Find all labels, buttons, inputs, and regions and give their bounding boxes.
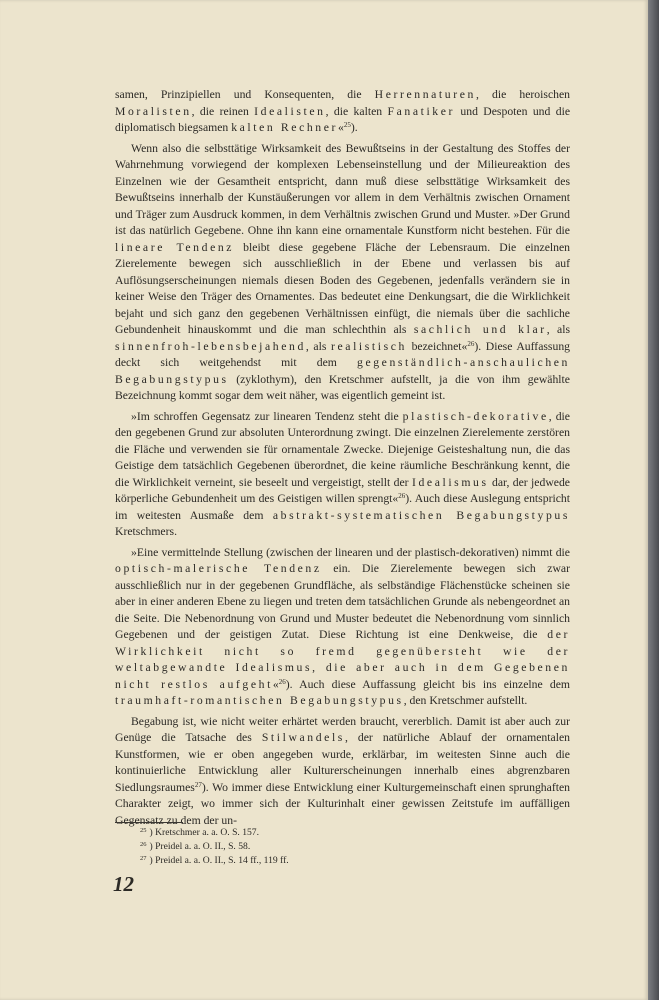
text-run: Wenn also die selbsttätige Wirksamkeit des Bewußtseins in der Gestaltung des Stoffes der Wahrnehmung vorwiegend der komplexen Lebenseinstellung und der Milieureaktion des Einzelnen wie der Gesamtheit entspricht, dann muß diese selbsttätige Wirksamkeit des Bewußtseins innerhalb der Kunstäußerungen vor allem in dem Verhältnis zwischen Ornament und Träger zum Ausdruck kommen, in dem Verhältnis zwischen Grund und Muster. »Der Grund ist das natürlich Gegebene. Ohne ihn kann eine ornamentale Kunstform nicht bestehen. Für die xyxy=(115,141,570,237)
spaced-emphasis: optisch-malerische Tendenz xyxy=(115,562,322,575)
adjacent-page-edge xyxy=(648,0,659,1000)
text-run: , als xyxy=(305,339,331,353)
text-run: ). Diese Auffassung deckt sich weitgehendst mit dem xyxy=(115,339,571,369)
text-run: »Eine vermittelnde Stellung (zwischen der linearen und der plastisch-dekorativen) nimmt die xyxy=(131,545,570,559)
text-run: bezeichnet« xyxy=(406,339,468,353)
footnote-ref: 25 xyxy=(343,121,351,129)
text-run: « xyxy=(338,121,344,134)
text-run: , der natürliche Ablauf der ornamentalen Kunstformen, wie er oben angegeben wurde, erklärbar, im weitesten Sinne auch die kontinuierliche Entwicklung aller Kulturerscheinungen innerhalb eines abgrenzbaren Siedlungsraumes xyxy=(115,731,570,794)
footnote-ref: 26 xyxy=(398,492,406,500)
spaced-emphasis: sachlich und klar xyxy=(413,323,547,336)
text-run: , die kalten xyxy=(325,104,388,118)
body-text xyxy=(115,87,570,833)
footnote-text: Preidel a. a. O. II., S. 14 ff., 119 ff. xyxy=(155,855,289,866)
text-run: und Despoten und die diplomatisch biegsamen xyxy=(115,104,571,134)
footnote-rule xyxy=(115,822,183,823)
spaced-emphasis: Stilwandels xyxy=(261,731,345,744)
text-run: , die den gegebenen Grund zur absoluten Unterordnung zwingt. Die einzelnen Zierelemente zerstören die Fläche und verwenden sie für ornamentale Zwecke. Diejenige Geisteshaltung nun, die das Geistige dem tatsächlich Gegebenen überordnet, die keine räumliche Beschränkung kennt, die die Wirklichkeit verneint, sie beseelt und vergeistigt, stellt der xyxy=(115,409,570,489)
text-run: , als xyxy=(546,323,570,336)
spaced-emphasis: Idealisten xyxy=(254,104,326,118)
text-run: dar, der jedwede körperliche Gebundenheit um des Geistigen willen sprengt« xyxy=(115,475,570,505)
text-run: ). Wo immer diese Entwicklung einer Kulturgemeinschaft einen sprunghaften Charakter zeigt, wo immer sich der Kulturinhalt einer gewissen Zeitstufe im auffälligen Gegensatz zu dem der un- xyxy=(115,780,570,827)
spaced-emphasis: Moralisten xyxy=(115,104,192,118)
text-run: (zyklothym), den Kretschmer aufstellt, ja die von ihm gewählte Bezeichnung kommt sogar dem weit näher, was eigentlich gemeint ist. xyxy=(115,372,570,402)
footnote-number: 25 xyxy=(140,827,147,834)
spaced-emphasis: Herrennaturen xyxy=(374,88,476,101)
paragraph xyxy=(115,409,570,541)
spaced-emphasis: realistisch xyxy=(331,339,407,353)
footnote-number: 26 xyxy=(140,841,147,848)
paragraph xyxy=(115,141,570,405)
spaced-emphasis: sinnenfroh-lebensbejahend xyxy=(115,339,306,353)
text-run: , die heroischen xyxy=(475,88,571,101)
text-run: ). xyxy=(350,121,358,134)
footnote-paren: ) xyxy=(149,827,156,838)
footnote-text: Kretschmer a. a. O. S. 157. xyxy=(155,827,259,838)
footnotes xyxy=(140,826,440,868)
text-run: ein. Die Zierelemente bewegen sich zwar ausschließlich nur in der gegebenen Grundfläche, als selbständige Flächenstücke scheinen sie aber in einer anderen Ebene zu liegen und treten dem tatsächlichen Grunde als nebengeordnet an die Seite. Die Nebenordnung von Grund und Muster bedeutet die Nebenordnung vom sinnlich Gegebenen und der geistigen Zutat. Diese Richtung ist eine Denkweise, die xyxy=(115,562,570,641)
page-number: 12 xyxy=(113,872,134,896)
spaced-emphasis: plastisch-dekorative xyxy=(402,409,549,423)
footnote-ref: 27 xyxy=(194,780,202,789)
spaced-emphasis: abstrakt-systematischen Begabungstypus xyxy=(272,508,570,522)
text-run: , den Kretschmer aufstellt. xyxy=(403,694,528,707)
spaced-emphasis: Fanatiker xyxy=(387,104,456,118)
text-run: samen, Prinzipiellen und Konsequenten, die xyxy=(115,88,375,101)
paragraph xyxy=(115,545,570,710)
spaced-emphasis: der Wirklichkeit nicht so fremd gegenübersteht wie der weltabgewandte Idealismus, die aber auch in dem Gegebenen nicht restlos aufgeht xyxy=(115,628,570,691)
footnote-ref: 26 xyxy=(278,677,286,686)
spaced-emphasis: Idealismus xyxy=(411,475,489,489)
footnote xyxy=(140,826,440,840)
footnote-text: Preidel a. a. O. II., S. 58. xyxy=(155,841,251,852)
footnote-paren: ) xyxy=(149,855,156,866)
text-run: ). Auch diese Auffassung gleicht bis ins einzelne dem xyxy=(285,677,570,691)
paragraph xyxy=(115,714,570,830)
footnote xyxy=(140,854,440,868)
text-run: ). Auch diese Auslegung entspricht im weitesten Ausmaße dem xyxy=(115,492,570,522)
spaced-emphasis: gegenständlich-anschaulichen Begabungstypus xyxy=(115,356,570,386)
text-run: bleibt diese gegebene Fläche der Lebensraum. Die einzelnen Zierelemente bewegen sich ausschließlich in der Ebene und verlassen bis auf Auflösungserscheinungen niemals diesen Boden des Gegebenen, jedenfalls verändern sie in keiner Weise den Träger des Ornamentes. Das bedeutet eine Denkungsart, die die Wirklichkeit bejaht und sich ganz den gegebenen Verhältnissen einfügt, die niemals über die sachliche Gebundenheit hinauskommt und die man schlechthin als xyxy=(115,240,570,336)
spaced-emphasis: lineare Tendenz xyxy=(115,240,235,254)
footnote-number: 27 xyxy=(140,855,147,862)
spaced-emphasis: kalten Rechner xyxy=(231,121,339,134)
spaced-emphasis: traumhaft-romantischen Begabungstypus xyxy=(115,694,404,707)
footnote-paren: ) xyxy=(149,841,156,852)
text-run: , die reinen xyxy=(191,104,255,118)
text-run: Kretschmers. xyxy=(115,525,177,538)
paragraph xyxy=(115,87,570,137)
footnote-ref: 26 xyxy=(467,339,475,348)
text-run: « xyxy=(272,677,279,691)
footnote xyxy=(140,840,440,854)
text-run: Begabung ist, wie nicht weiter erhärtet werden braucht, vererblich. Damit ist aber auch zur Genüge die Tatsache des xyxy=(115,714,570,744)
text-run: »Im schroffen Gegensatz zur linearen Tendenz steht die xyxy=(131,409,403,423)
